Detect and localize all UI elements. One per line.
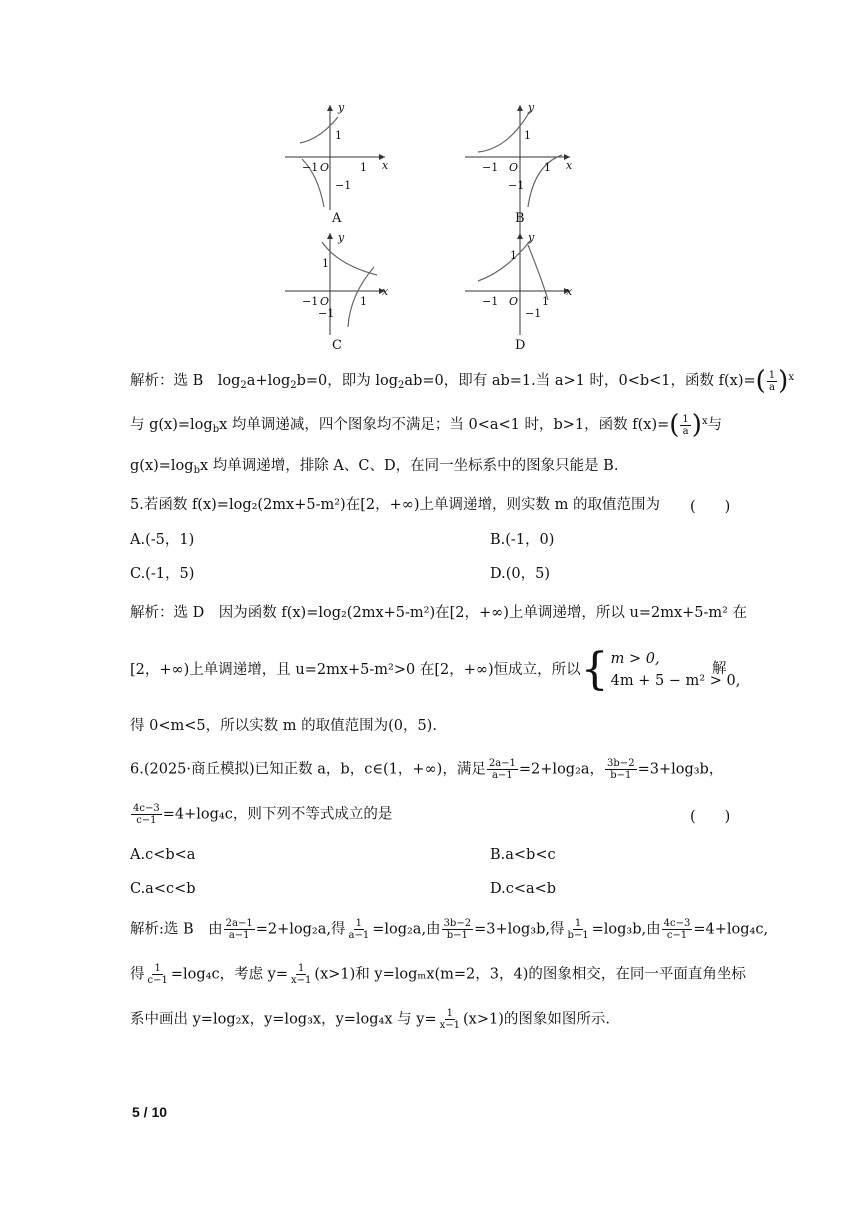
b-tick-y1: 1	[524, 129, 531, 142]
a-y-label: y	[338, 101, 345, 114]
analysis5-line3: 得 0<m<5，所以实数 m 的取值范围为(0，5).	[130, 718, 437, 734]
b-origin: O	[509, 161, 519, 174]
d-y-label: y	[528, 231, 535, 244]
analysis6-line1: 解析:选 B 由 $\frac{2a-1}{a-1}$ =2+log₂a,得 $\frac{1}{a-1}$ =log₂a,由 $\frac{3b-2}{b-1}$ =3+log₃b,得 $\frac{1}{b-1}$ =log₃b,由 $\frac{4c-3}{c-1}$ =4+log₄c,	[130, 918, 769, 941]
c-tick-yneg1: −1	[318, 307, 335, 320]
a-tick-yneg1: −1	[335, 179, 352, 192]
d-tick-neg1: −1	[482, 295, 499, 308]
a-x-label: x	[382, 159, 389, 172]
q6-option-a: A.c<b<a	[130, 847, 196, 863]
q6-stem-line2: $\frac{4c-3}{c-1}$ =4+log₄c，则下列不等式成立的是	[133, 803, 393, 826]
b-tick-yneg1: −1	[508, 179, 525, 192]
q6-option-d: D.c<a<b	[490, 881, 557, 897]
analysis6-line3: 系中画出 y=log₂x，y=log₃x，y=log₄x 与 y= $\frac{1}{x-1}$ (x>1)的图象如图所示.	[130, 1008, 610, 1031]
analysis4-line3: $g(x)=\log_bx$ 均单调递增，排除 A、C、D，在同一坐标系中的图象只能是 B.	[130, 458, 619, 476]
inequality-system: { m > 0, 4m + 5 − m² > 0,	[580, 644, 741, 695]
option-graphs	[280, 95, 580, 355]
c-tick-neg1: −1	[302, 295, 319, 308]
c-tick-1: 1	[360, 295, 367, 308]
analysis4-line1: 解析：选 B $\log_2a+\log_2b=0$，即为 $\log_2ab=0$，即有 ab=1.当 a>1 时，0<b<1，函数 f(x)=( $\frac{1}{a}$ )$^x$	[130, 366, 794, 396]
q6-option-c: C.a<c<b	[130, 881, 196, 897]
c-tick-y1: 1	[322, 257, 329, 270]
c-y-label: y	[338, 231, 345, 244]
analysis4-line2: 与 $g(x)=\log_bx$ 均单调递减，四个图象均不满足；当 0<a<1 时，b>1，函数 f(x)=( $\frac{1}{a}$ )$^x$与	[130, 410, 723, 440]
c-x-label: x	[382, 285, 389, 298]
d-x-label: x	[566, 285, 573, 298]
panel-label-a: A	[332, 211, 342, 226]
panel-label-d: D	[515, 338, 526, 353]
analysis5-line2: [2，+∞)上单调递增，且 u=2mx+5-m²>0 在[2，+∞)恒成立，所以 { m > 0, 4m + 5 − m² > 0,	[130, 644, 741, 695]
a-origin: O	[320, 161, 330, 174]
q5-answer-paren: ( )	[690, 499, 731, 515]
panel-label-c: C	[332, 338, 342, 353]
b-tick-neg1: −1	[482, 161, 499, 174]
d-origin: O	[509, 295, 519, 308]
d-tick-yneg1: −1	[525, 307, 542, 320]
q5-stem: 5.若函数 f(x)=log₂(2mx+5-m²)在[2，+∞)上单调递增，则实数 m 的取值范围为	[130, 497, 660, 513]
analysis5-line1: 解析：选 D 因为函数 f(x)=log₂(2mx+5-m²)在[2，+∞)上单调递增，所以 u=2mx+5-m² 在	[130, 605, 748, 621]
q5-option-a: A.(-5，1)	[130, 532, 195, 548]
page-number: 5 / 10	[132, 1104, 168, 1120]
panel-label-b: B	[515, 211, 525, 226]
q5-option-c: C.(-1，5)	[130, 566, 195, 582]
q5-option-d: D.(0，5)	[490, 566, 550, 582]
a-tick-y1: 1	[335, 129, 342, 142]
d-tick-y1: 1	[510, 249, 517, 262]
q6-option-b: B.a<b<c	[490, 847, 556, 863]
analysis5-jie: 解	[712, 661, 727, 677]
q6-stem-line1: 6.(2025·商丘模拟)已知正数 a，b，c∈(1，+∞)，满足 $\frac{2a-1}{a-1}$ =2+log₂a， $\frac{3b-2}{b-1}$ =3+log₃b，	[130, 758, 724, 781]
d-tick-1: 1	[542, 295, 549, 308]
b-x-label: x	[566, 159, 573, 172]
a-tick-1: 1	[360, 161, 367, 174]
b-y-label: y	[528, 101, 535, 114]
fraction-1-over-a: $\frac{1}{a}$	[768, 369, 776, 393]
c-origin: O	[320, 295, 330, 308]
q6-answer-paren: ( )	[690, 809, 731, 825]
graph-figure	[280, 95, 580, 355]
a-tick-neg1: −1	[302, 161, 319, 174]
analysis6-line2: 得 $\frac{1}{c-1}$ =log₄c，考虑 y= $\frac{1}{x-1}$ (x>1)和 y=logₘx(m=2，3，4)的图象相交，在同一平面直角坐标	[130, 963, 746, 986]
q5-option-b: B.(-1，0)	[490, 532, 555, 548]
b-tick-1: 1	[544, 161, 551, 174]
